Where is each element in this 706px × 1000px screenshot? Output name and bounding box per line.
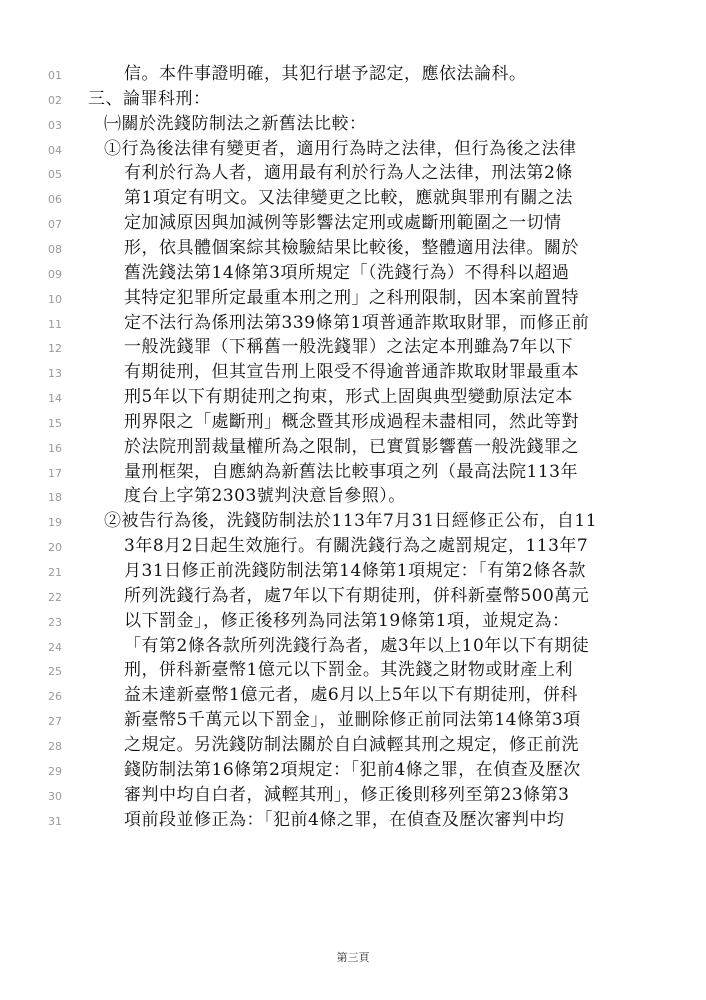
line-number: 11 [48, 317, 62, 331]
line-number: 14 [48, 392, 62, 406]
document-line [0, 534, 706, 559]
line-number: 18 [48, 491, 62, 505]
line-text: 錢防制法第16條第2項規定：「犯前4條之罪，在偵查及歷次 [124, 759, 581, 780]
line-number: 25 [48, 665, 62, 679]
line-text: 審判中均自白者，減輕其刑」，修正後則移列至第23條第3 [124, 784, 570, 805]
line-number: 27 [48, 715, 62, 729]
line-number: 01 [48, 69, 62, 82]
line-number: 30 [48, 789, 62, 803]
line-number: 05 [48, 168, 62, 182]
line-number: 16 [48, 441, 62, 455]
document-line [0, 658, 706, 683]
line-number: 31 [48, 814, 62, 828]
document-line [0, 609, 706, 634]
line-number: 02 [48, 93, 62, 107]
line-number: 15 [48, 416, 62, 430]
document-line [0, 410, 706, 435]
document-line [0, 808, 706, 833]
line-text: 有利於行為人者，適用最有利於行為人之法律，刑法第2條 [124, 163, 573, 184]
document-line [0, 161, 706, 186]
line-text: 信。本件事證明確，其犯行堪予認定，應依法論科。 [124, 64, 527, 84]
line-number: 19 [48, 516, 62, 530]
line-text: 度台上字第2303號判決意旨參照）。 [124, 486, 406, 507]
document-line [0, 634, 706, 659]
document-line [0, 683, 706, 708]
line-number: 26 [48, 690, 62, 704]
document-line [0, 236, 706, 261]
line-text: 月31日修正前洗錢防制法第14條第1項規定：「有第2條各款 [124, 561, 586, 581]
line-text: 於法院刑罰裁量權所為之限制，已實質影響舊一般洗錢罪之 [124, 436, 579, 457]
line-text: 之規定。另洗錢防制法關於自白減輕其刑之規定，修正前洗 [124, 734, 579, 755]
line-text: 其特定犯罪所定最重本刑之刑」之科刑限制，因本案前置特 [124, 287, 579, 308]
line-text: 新臺幣5千萬元以下罰金」，並刪除修正前同法第14條第3項 [124, 710, 581, 731]
line-number: 07 [48, 218, 62, 232]
line-number: 06 [48, 193, 62, 207]
document-line [0, 783, 706, 808]
line-number: 10 [48, 292, 62, 306]
line-number: 12 [48, 342, 62, 356]
line-number: 21 [48, 566, 62, 579]
line-text: 以下罰金」，修正後移列為同法第19條第1項，並規定為： [124, 610, 570, 631]
document-line [0, 708, 706, 733]
line-number: 24 [48, 640, 62, 654]
line-text: ㈠關於洗錢防制法之新舊法比較： [104, 113, 367, 134]
line-text: 3年8月2日起生效施行。有關洗錢行為之處罰規定，113年7 [124, 536, 589, 557]
line-number: 08 [48, 242, 62, 256]
line-text: 一般洗錢罪（下稱舊一般洗錢罪）之法定本刑雖為7年以下 [124, 337, 573, 358]
document-line [0, 758, 706, 783]
line-number: 20 [48, 541, 62, 555]
line-text: 定加減原因與加減例等影響法定刑或處斷刑範圍之一切情 [124, 213, 562, 234]
line-text: 有期徒刑，但其宣告刑上限受不得逾普通詐欺取財罪最重本 [124, 362, 579, 383]
document-line [0, 559, 706, 584]
document-line [0, 286, 706, 311]
line-text: 項前段並修正為：「犯前4條之罪，在偵查及歷次審判中均 [124, 809, 565, 830]
line-number: 09 [48, 267, 62, 281]
page-footer: 第三頁 [336, 951, 370, 964]
line-text: 「有第2條各款所列洗錢行為者，處3年以上10年以下有期徒 [124, 635, 590, 656]
line-text: 刑界限之「處斷刑」概念暨其形成過程未盡相同，然此等對 [124, 411, 579, 432]
line-number: 03 [48, 118, 62, 132]
line-text: ①行為後法律有變更者，適用行為時之法律，但行為後之法律 [104, 138, 577, 159]
line-text: 刑，併科新臺幣1億元以下罰金。其洗錢之財物或財產上利 [124, 660, 573, 681]
document-line [0, 261, 706, 286]
line-number: 23 [48, 615, 62, 629]
line-number: 28 [48, 739, 62, 753]
line-text: 三、論罪科刑： [88, 88, 211, 109]
document-line [0, 460, 706, 485]
document-line [0, 335, 706, 360]
document-line [0, 733, 706, 758]
line-text: 益未達新臺幣1億元者，處6月以上5年以下有期徒刑，併科 [124, 685, 578, 706]
document-line [0, 211, 706, 236]
document-line [0, 112, 706, 137]
line-text: 量刑框架，自應納為新舊法比較事項之列（最高法院113年 [124, 461, 578, 482]
document-line [0, 62, 706, 87]
document-line [0, 87, 706, 112]
line-number: 13 [48, 367, 62, 381]
document-line [0, 484, 706, 509]
line-number: 04 [48, 143, 62, 157]
line-number: 22 [48, 590, 62, 604]
document-line [0, 360, 706, 385]
line-text: 舊洗錢法第14條第3項所規定「（洗錢行為）不得科以超過 [124, 262, 570, 283]
document-line [0, 385, 706, 410]
line-number: 17 [48, 466, 62, 480]
line-text: 定不法行為係刑法第339條第1項普通詐欺取財罪，而修正前 [124, 312, 590, 333]
document-line [0, 584, 706, 609]
line-text: 刑5年以下有期徒刑之拘束，形式上固與典型變動原法定本 [124, 387, 573, 408]
document-line [0, 137, 706, 162]
line-text: 所列洗錢行為者，處7年以下有期徒刑，併科新臺幣500萬元 [124, 585, 590, 606]
document-line [0, 509, 706, 534]
line-number: 29 [48, 764, 62, 778]
line-text: 第1項定有明文。又法律變更之比較，應就與罪刑有關之法 [124, 188, 573, 209]
line-text: ②被告行為後，洗錢防制法於113年7月31日經修正公布，自11 [104, 511, 598, 532]
document-line [0, 311, 706, 336]
line-text: 形，依具體個案綜其檢驗結果比較後，整體適用法律。關於 [124, 237, 579, 258]
document-line [0, 435, 706, 460]
document-line [0, 186, 706, 211]
